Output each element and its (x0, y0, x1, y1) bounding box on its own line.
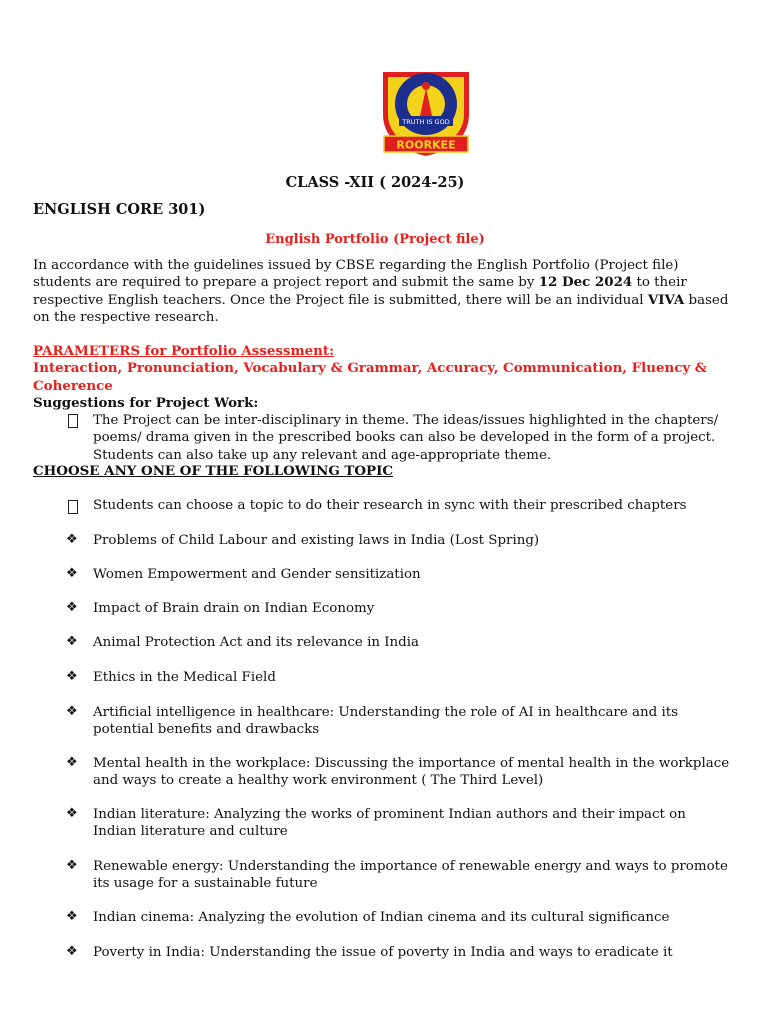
diamond-bullet-icon: ❖ (66, 704, 78, 719)
choose-topic-heading: CHOOSE ANY ONE OF THE FOLLOWING TOPIC (33, 463, 394, 479)
topic-item: Ethics in the Medical Field (93, 670, 276, 685)
box-bullet-icon (68, 414, 78, 432)
course-title: ENGLISH CORE 301) (33, 201, 206, 218)
school-logo (377, 64, 475, 158)
box-bullet-icon (68, 500, 78, 518)
diamond-bullet-icon: ❖ (66, 566, 78, 581)
intro-text-3: based on the respective research. (33, 292, 729, 325)
diamond-bullet-icon: ❖ (66, 669, 78, 684)
diamond-bullet-icon: ❖ (66, 755, 78, 770)
svg-text:TRUTH IS GOD: TRUTH IS GOD (402, 118, 450, 126)
svg-text:ROORKEE: ROORKEE (396, 138, 456, 152)
topic-item: Women Empowerment and Gender sensitization (93, 567, 421, 582)
diamond-bullet-icon: ❖ (66, 600, 78, 615)
diamond-bullet-icon: ❖ (66, 532, 78, 547)
intro-text-1: In accordance with the guidelines issued by CBSE regarding the English Portfolio (Project file) students are required to prepare a project report and submit the same by (33, 258, 679, 291)
topic-item: Renewable energy: Understanding the importance of renewable energy and ways to promote its usage for a sustainable future (93, 859, 728, 892)
parameters-list: Interaction, Pronunciation, Vocabulary & Grammar, Accuracy, Communication, Fluency & Coherence (33, 360, 707, 394)
diamond-bullet-icon: ❖ (66, 944, 78, 959)
topic-item: Artificial intelligence in healthcare: Understanding the role of AI in healthcare and its potential benefits and drawbacks (93, 705, 678, 738)
topic-item: Students can choose a topic to do their research in sync with their prescribed chapters (93, 498, 687, 513)
intro-text-2: to their respective English teachers. Once the Project file is submitted, there will be an individual (33, 275, 687, 308)
parameters-heading: PARAMETERS for Portfolio Assessment: (33, 343, 335, 359)
topic-item: Poverty in India: Understanding the issue of poverty in India and ways to eradicate it (93, 945, 673, 960)
topic-item: Impact of Brain drain on Indian Economy (93, 601, 375, 616)
topic-item: Mental health in the workplace: Discussing the importance of mental health in the workplace and ways to create a healthy work environment ( The Third Level) (93, 756, 730, 789)
suggestion-text: The Project can be inter-disciplinary in theme. The ideas/issues highlighted in the chapters/ poems/ drama given in the prescribed books can also be developed in the form of a project. Students can also take up any relevant and age-appropriate theme. (93, 413, 719, 463)
topic-item: Indian literature: Analyzing the works of prominent Indian authors and their impact on Indian literature and culture (93, 807, 686, 840)
class-title: CLASS -XII ( 2024-25) (285, 174, 465, 191)
topic-item: Indian cinema: Analyzing the evolution of Indian cinema and its cultural significance (93, 910, 670, 925)
suggestions-heading: Suggestions for Project Work: (33, 395, 259, 411)
diamond-bullet-icon: ❖ (66, 806, 78, 821)
diamond-bullet-icon: ❖ (66, 634, 78, 649)
diamond-bullet-icon: ❖ (66, 909, 78, 924)
diamond-bullet-icon: ❖ (66, 858, 78, 873)
deadline-date: 12 Dec 2024 (538, 274, 633, 291)
topic-item: Problems of Child Labour and existing laws in India (Lost Spring) (93, 533, 540, 548)
topic-item: Animal Protection Act and its relevance in India (93, 635, 420, 650)
viva-label: VIVA (647, 291, 685, 308)
intro-paragraph (33, 257, 733, 326)
portfolio-subtitle: English Portfolio (Project file) (265, 232, 485, 247)
parameters-section (33, 343, 733, 395)
